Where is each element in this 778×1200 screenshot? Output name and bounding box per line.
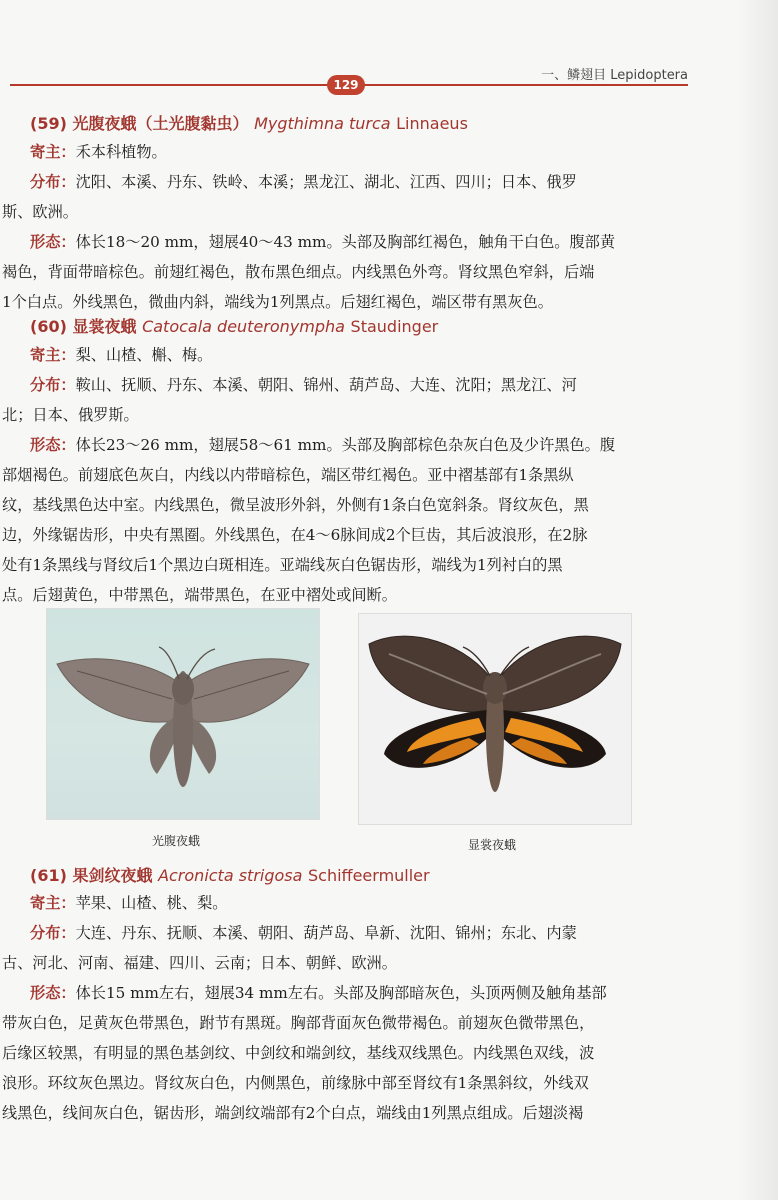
distribution-line-cont: 北；日本、俄罗斯。: [2, 406, 139, 424]
entry-61-body: [0, 888, 690, 1128]
entry-number: (60): [30, 317, 67, 336]
morphology-line-cont: 后缘区较黑，有明显的黑色基剑纹、中剑纹和端剑纹，基线双线黑色。内线黑色双线，波: [2, 1044, 595, 1062]
entry-59-title: [30, 111, 468, 134]
photo-caption-2: 显裳夜蛾: [468, 838, 517, 852]
distribution-text: 鞍山、抚顺、丹东、本溪、朝阳、锦州、葫芦岛、大连、沈阳；黑龙江、河: [75, 376, 577, 394]
moth-photo-catocala: [358, 613, 632, 825]
morphology-line: [0, 430, 690, 460]
distribution-line: [0, 167, 690, 197]
morphology-label: 形态：: [30, 984, 76, 1002]
morphology-line-cont: 浪形。环纹灰色黑边。肾纹灰白色，内侧黑色，前缘脉中部至肾纹有1条黑斜纹，外线双: [2, 1074, 589, 1092]
morphology-label: 形态：: [30, 233, 76, 251]
morphology-text: 体长15 mm左右，翅展34 mm左右。头部及胸部暗灰色，头顶两侧及触角基部: [75, 984, 607, 1002]
entry-60-body: [0, 340, 690, 610]
host-line: [0, 888, 690, 918]
morphology-line-cont: 边，外缘锯齿形，中央有黑圈。外线黑色，在4～6脉间成2个巨齿，其后波浪形，在2脉: [2, 526, 588, 544]
host-label: 寄主：: [30, 346, 76, 364]
distribution-text: 沈阳、本溪、丹东、铁岭、本溪；黑龙江、湖北、江西、四川；日本、俄罗: [75, 173, 577, 191]
morphology-line-cont: 部烟褐色。前翅底色灰白，内线以内带暗棕色，端区带红褐色。亚中褶基部有1条黑纵: [2, 466, 574, 484]
scientific-name: Mygthimna turca: [254, 114, 391, 133]
morphology-line-cont: 线黑色，线间灰白色，锯齿形，端剑纹端部有2个白点，端线由1列黑点组成。后翅淡褐: [2, 1104, 584, 1122]
distribution-line: [0, 918, 690, 948]
distribution-line: [0, 370, 690, 400]
distribution-text: 大连、丹东、抚顺、本溪、朝阳、葫芦岛、阜新、沈阳、锦州；东北、内蒙: [75, 924, 577, 942]
entry-number: (61): [30, 866, 67, 885]
entry-59-body: [0, 137, 690, 317]
host-label: 寄主：: [30, 143, 76, 161]
morphology-line-cont: 纹，基线黑色达中室。内线黑色，微呈波形外斜，外侧有1条白色宽斜条。肾纹灰色，黑: [2, 496, 589, 514]
host-text: 禾本科植物。: [75, 143, 167, 161]
running-head: 一、鳞翅目 Lepidoptera: [541, 68, 688, 83]
morphology-line-cont: 带灰白色，足黄灰色带黑色，跗节有黑斑。胸部背面灰色微带褐色。前翅灰色微带黑色，: [2, 1014, 595, 1032]
morphology-line: [0, 978, 690, 1008]
distribution-label: 分布：: [30, 376, 76, 394]
host-line: [0, 137, 690, 167]
morphology-text: 体长23～26 mm，翅展58～61 mm。头部及胸部棕色杂灰白色及少许黑色。腹: [75, 436, 616, 454]
morphology-line-cont: 处有1条黑线与肾纹后1个黑边白斑相连。亚端线灰白色锯齿形，端线为1列衬白的黑: [2, 556, 563, 574]
entry-number: (59): [30, 114, 67, 133]
distribution-label: 分布：: [30, 924, 76, 942]
entry-61-title: [30, 863, 430, 886]
entry-60-title: [30, 314, 438, 337]
author-name: Staudinger: [350, 317, 439, 336]
page-edge-shadow: [738, 0, 778, 1200]
host-text: 苹果、山楂、桃、梨。: [75, 894, 228, 912]
moth-photo-mythimna: [46, 608, 320, 820]
morphology-label: 形态：: [30, 436, 76, 454]
distribution-line-cont: 古、河北、河南、福建、四川、云南；日本、朝鲜、欧洲。: [2, 954, 397, 972]
distribution-label: 分布：: [30, 173, 76, 191]
moth-illustration-orange: [359, 614, 631, 824]
scientific-name: Catocala deuteronympha: [142, 317, 345, 336]
distribution-line-cont: 斯、欧洲。: [2, 203, 78, 221]
page-number-badge: 129: [327, 75, 365, 95]
chinese-name: 果剑纹夜蛾: [72, 866, 153, 885]
morphology-line-cont: 点。后翅黄色，中带黑色，端带黑色，在亚中褶处或间断。: [2, 586, 397, 604]
author-name: Schiffeermuller: [308, 866, 430, 885]
morphology-line: [0, 227, 690, 257]
photo-caption-1: 光腹夜蛾: [152, 834, 201, 848]
host-line: [0, 340, 690, 370]
chinese-name: 显裳夜蛾: [72, 317, 137, 336]
host-label: 寄主：: [30, 894, 76, 912]
morphology-line-cont: 1个白点。外线黑色，微曲内斜，端线为1列黑点。后翅红褐色，端区带有黑灰色。: [2, 293, 553, 311]
morphology-text: 体长18～20 mm，翅展40～43 mm。头部及胸部红褐色，触角干白色。腹部黄: [75, 233, 616, 251]
host-text: 梨、山楂、槲、梅。: [75, 346, 213, 364]
chinese-name: 光腹夜蛾（土光腹黏虫）: [72, 114, 249, 133]
scientific-name: Acronicta strigosa: [158, 866, 303, 885]
author-name: Linnaeus: [396, 114, 468, 133]
moth-illustration-grey: [47, 609, 319, 819]
morphology-line-cont: 褐色，背面带暗棕色。前翅红褐色，散布黑色细点。内线黑色外弯。肾纹黑色窄斜，后端: [2, 263, 595, 281]
